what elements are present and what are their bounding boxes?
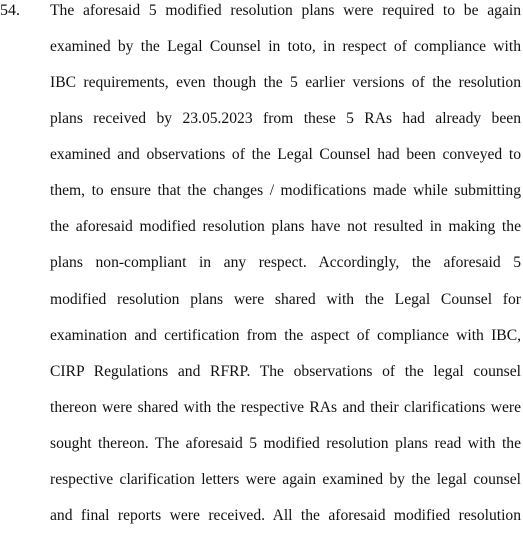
paragraph-line: plans received by 23.05.2023 from these 5 RAs had already been bbox=[50, 110, 521, 127]
paragraph-line: examined and observations of the Legal Counsel had been conveyed to bbox=[50, 146, 521, 163]
paragraph-line: The aforesaid 5 modified resolution plans were required to be again bbox=[50, 2, 521, 19]
paragraph-line: IBC requirements, even though the 5 earlier versions of the resolution bbox=[50, 74, 521, 91]
paragraph-line: plans non-compliant in any respect. Accordingly, the aforesaid 5 bbox=[50, 254, 521, 271]
paragraph-line: the aforesaid modified resolution plans have not resulted in making the bbox=[50, 218, 521, 235]
paragraph-line: thereon were shared with the respective RAs and their clarifications were bbox=[50, 399, 521, 416]
paragraph-line: and final reports were received. All the aforesaid modified resolution bbox=[50, 507, 521, 524]
paragraph-line: respective clarification letters were again examined by the legal counsel bbox=[50, 471, 521, 488]
paragraph-line: examination and certification from the aspect of compliance with IBC, bbox=[50, 327, 521, 344]
paragraph-line: modified resolution plans were shared with the Legal Counsel for bbox=[50, 291, 521, 308]
paragraph-line: examined by the Legal Counsel in toto, in respect of compliance with bbox=[50, 38, 521, 55]
paragraph-number: 54. bbox=[0, 2, 20, 19]
paragraph-line: CIRP Regulations and RFRP. The observations of the legal counsel bbox=[50, 363, 521, 380]
paragraph-line: them, to ensure that the changes / modifications made while submitting bbox=[50, 182, 521, 199]
paragraph-line: sought thereon. The aforesaid 5 modified resolution plans read with the bbox=[50, 435, 521, 452]
